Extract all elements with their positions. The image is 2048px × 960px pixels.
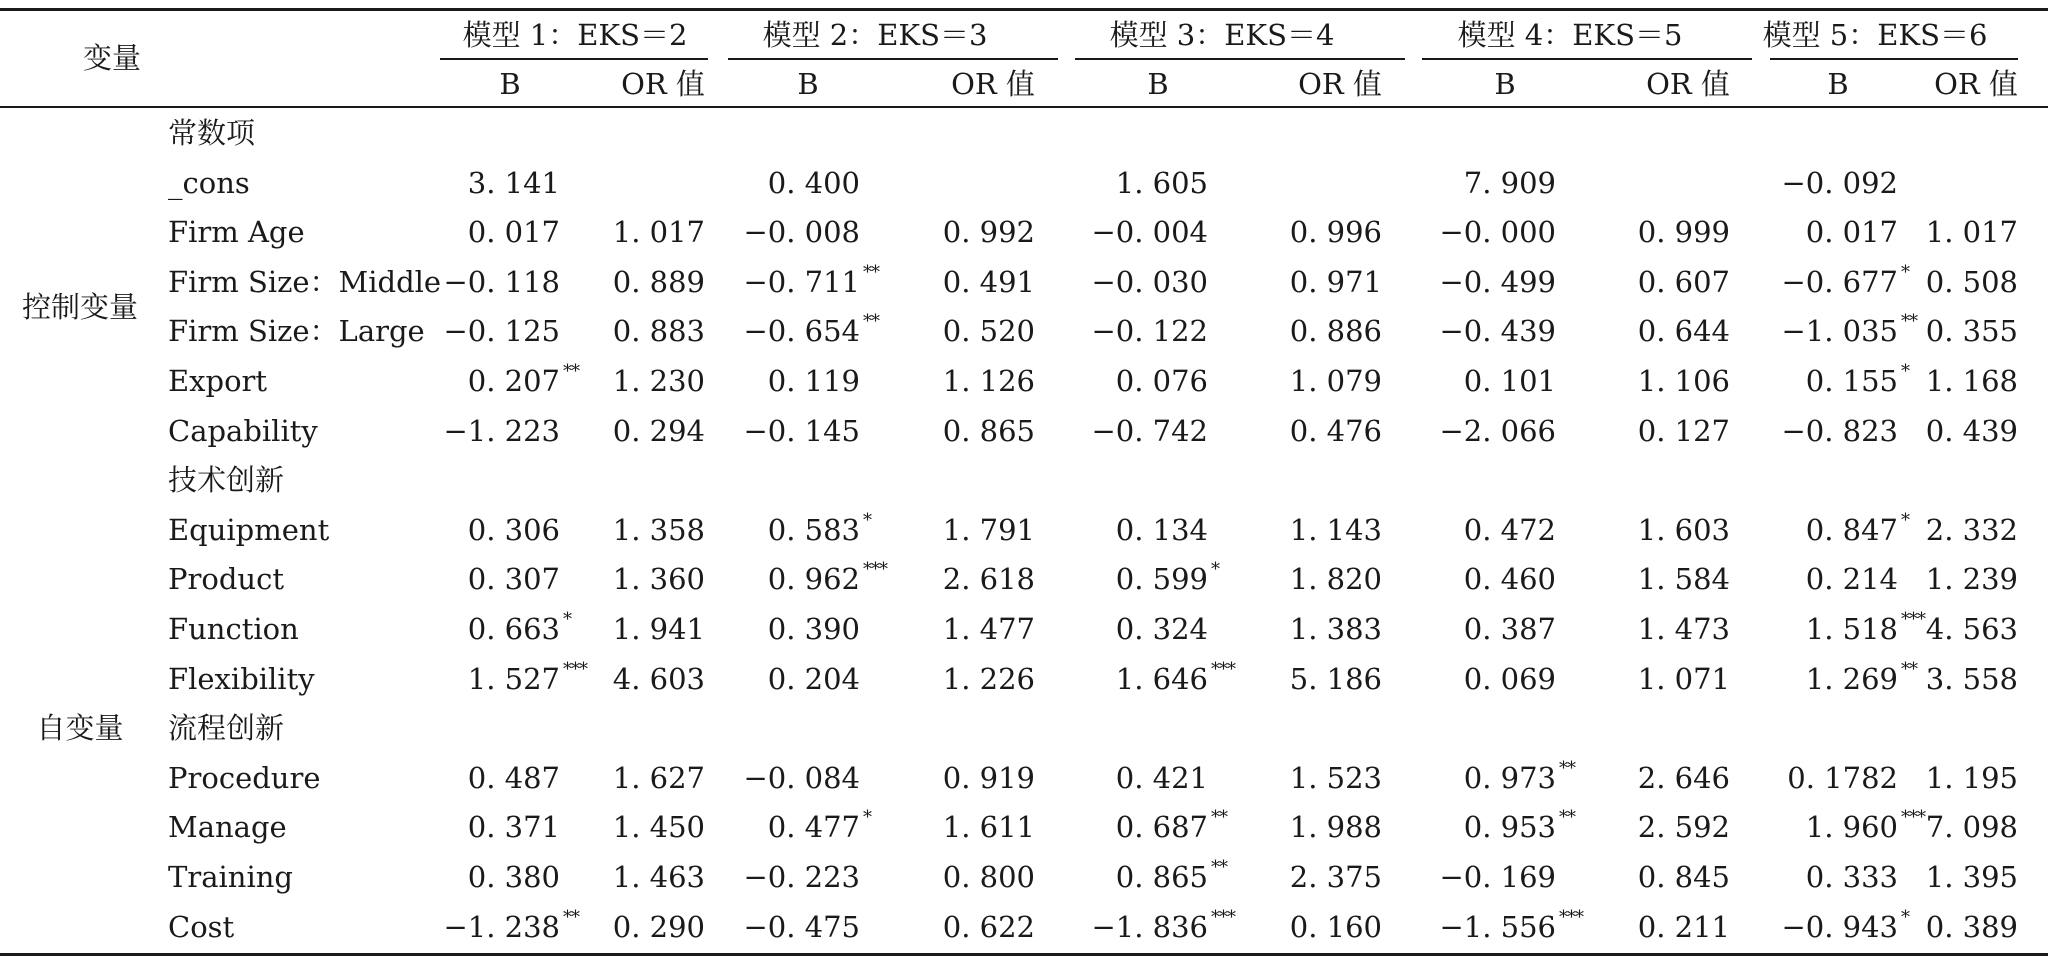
odds-ratio: 2. 618 (942, 562, 1035, 597)
variable-name: Capability (168, 413, 318, 448)
coef-b: 0. 847 (1805, 512, 1898, 547)
coef-b: 0. 134 (1115, 512, 1208, 547)
coef-b: −0. 000 (1439, 215, 1556, 250)
significance-stars: * (863, 509, 871, 531)
coef-b: 0. 306 (467, 512, 560, 547)
odds-ratio: 0. 889 (612, 264, 705, 299)
coef-b: −0. 092 (1781, 165, 1898, 200)
odds-ratio: 0. 886 (1289, 314, 1382, 349)
table-header-rule (0, 106, 2048, 108)
coef-b: 0. 421 (1115, 760, 1208, 795)
coef-b: −0. 223 (743, 860, 860, 894)
odds-ratio: 0. 389 (1925, 909, 2018, 944)
odds-ratio: 0. 294 (612, 413, 705, 448)
header-or-2: OR 值 (951, 67, 1035, 101)
coef-b: 0. 460 (1463, 562, 1556, 597)
coef-b: 0. 017 (1805, 215, 1898, 250)
header-b-1: B (499, 67, 521, 101)
significance-stars: *** (1559, 906, 1583, 928)
odds-ratio: 1. 230 (612, 364, 705, 398)
coef-b: 0. 204 (767, 661, 860, 696)
header-b-5: B (1827, 67, 1849, 101)
coef-b: 0. 865 (1115, 860, 1208, 894)
odds-ratio: 2. 332 (1925, 512, 2018, 547)
coef-b: 0. 953 (1463, 810, 1556, 845)
coef-b: 7. 909 (1463, 165, 1556, 200)
variable-name: Firm Size：Middle (168, 264, 442, 299)
odds-ratio: 0. 520 (942, 314, 1035, 349)
significance-stars: ** (1559, 757, 1575, 779)
coef-b: 0. 477 (767, 810, 860, 845)
coef-b: 0. 687 (1115, 810, 1208, 845)
coef-b: 0. 155 (1805, 364, 1898, 398)
variable-name: Flexibility (168, 661, 315, 696)
odds-ratio: 1. 239 (1925, 562, 2018, 597)
odds-ratio: 1. 627 (612, 760, 705, 795)
odds-ratio: 1. 584 (1637, 562, 1730, 597)
significance-stars: ** (1211, 857, 1227, 878)
odds-ratio: 1. 360 (612, 562, 705, 597)
row-group-label: 自变量 (36, 711, 124, 746)
coef-b: −2. 066 (1439, 413, 1556, 448)
odds-ratio: 2. 592 (1637, 810, 1730, 845)
significance-stars: * (1901, 361, 1909, 382)
coef-b: −0. 004 (1091, 215, 1208, 250)
odds-ratio: 3. 558 (1925, 661, 2018, 696)
odds-ratio: 0. 439 (1925, 413, 2018, 448)
header-model-5: 模型 5：EKS＝6 (1762, 18, 1988, 52)
odds-ratio: 0. 996 (1289, 215, 1382, 250)
header-model-4: 模型 4：EKS＝5 (1457, 18, 1683, 52)
significance-stars: ** (1901, 658, 1917, 680)
coef-b: −1. 035 (1781, 314, 1898, 349)
coef-b: 3. 141 (467, 165, 560, 200)
coef-b: −0. 711 (743, 264, 860, 299)
coef-b: 0. 207 (467, 364, 560, 398)
coef-b: −0. 499 (1439, 264, 1556, 299)
coef-b: −0. 118 (443, 264, 560, 299)
coef-b: 0. 069 (1463, 661, 1556, 696)
header-b-4: B (1494, 67, 1516, 101)
odds-ratio: 0. 127 (1637, 413, 1730, 448)
coef-b: 1. 527 (467, 661, 560, 696)
coef-b: 0. 324 (1115, 612, 1208, 646)
coef-b: −0. 439 (1439, 314, 1556, 349)
coef-b: 1. 960 (1805, 810, 1898, 845)
odds-ratio: 1. 988 (1289, 810, 1382, 845)
variable-name: _cons (168, 165, 250, 200)
coef-b: −0. 030 (1091, 264, 1208, 299)
odds-ratio: 1. 941 (612, 612, 705, 646)
coef-b: −0. 008 (743, 215, 860, 250)
header-model-underline-1 (440, 58, 708, 60)
table-top-rule (0, 8, 2048, 11)
odds-ratio: 0. 355 (1925, 314, 2018, 349)
header-or-1: OR 值 (621, 67, 705, 101)
significance-stars: ** (563, 906, 579, 928)
coef-b: 0. 487 (467, 760, 560, 795)
variable-name: Function (168, 612, 299, 646)
odds-ratio: 4. 563 (1925, 612, 2018, 646)
variable-name: Firm Age (168, 215, 305, 250)
odds-ratio: 1. 473 (1637, 612, 1730, 646)
significance-stars: * (863, 807, 871, 829)
section-label: 流程创新 (168, 711, 285, 746)
significance-stars: * (1901, 509, 1909, 531)
coef-b: −0. 145 (743, 413, 860, 448)
coef-b: 0. 076 (1115, 364, 1208, 398)
coef-b: −0. 122 (1091, 314, 1208, 349)
significance-stars: *** (1211, 906, 1235, 928)
section-label: 技术创新 (168, 463, 285, 498)
odds-ratio: 0. 992 (942, 215, 1035, 250)
odds-ratio: 1. 463 (612, 860, 705, 894)
header-or-5: OR 值 (1934, 67, 2018, 101)
odds-ratio: 2. 375 (1289, 860, 1382, 894)
odds-ratio: 0. 919 (942, 760, 1035, 795)
header-model-1: 模型 1：EKS＝2 (462, 18, 688, 52)
odds-ratio: 0. 508 (1925, 264, 2018, 299)
coef-b: −0. 742 (1091, 413, 1208, 448)
coef-b: −0. 677 (1781, 264, 1898, 299)
header-or-4: OR 值 (1646, 67, 1730, 101)
odds-ratio: 1. 450 (612, 810, 705, 845)
coef-b: −0. 125 (443, 314, 560, 349)
variable-name: Procedure (168, 760, 321, 795)
odds-ratio: 1. 071 (1637, 661, 1730, 696)
coef-b: −0. 943 (1781, 909, 1898, 944)
coef-b: 1. 518 (1805, 612, 1898, 646)
coef-b: 0. 214 (1805, 562, 1898, 597)
variable-name: Equipment (168, 512, 330, 547)
odds-ratio: 1. 106 (1637, 364, 1730, 398)
significance-stars: * (1211, 559, 1219, 581)
variable-name: Product (168, 562, 284, 597)
odds-ratio: 1. 017 (612, 215, 705, 250)
coef-b: −1. 556 (1439, 909, 1556, 944)
coef-b: 0. 371 (467, 810, 560, 845)
coef-b: 0. 380 (467, 860, 560, 894)
coef-b: 0. 400 (767, 165, 860, 200)
significance-stars: ** (563, 361, 579, 382)
section-label: 常数项 (168, 116, 256, 150)
odds-ratio: 1. 820 (1289, 562, 1382, 597)
header-model-underline-3 (1075, 58, 1405, 60)
table-bottom-rule (0, 953, 2048, 956)
odds-ratio: 0. 211 (1637, 909, 1730, 944)
coef-b: 0. 387 (1463, 612, 1556, 646)
odds-ratio: 1. 395 (1925, 860, 2018, 894)
coef-b: 0. 962 (767, 562, 860, 597)
coef-b: −0. 169 (1439, 860, 1556, 894)
coef-b: 0. 472 (1463, 512, 1556, 547)
coef-b: 0. 583 (767, 512, 860, 547)
header-model-underline-2 (728, 58, 1058, 60)
odds-ratio: 0. 883 (612, 314, 705, 349)
coef-b: −0. 654 (743, 314, 860, 349)
coef-b: 0. 1782 (1787, 760, 1898, 795)
significance-stars: ** (1901, 311, 1917, 333)
odds-ratio: 1. 358 (612, 512, 705, 547)
coef-b: 1. 646 (1115, 661, 1208, 696)
variable-name: Manage (168, 810, 287, 845)
coef-b: 0. 599 (1115, 562, 1208, 597)
significance-stars: *** (1901, 807, 1925, 829)
coef-b: 0. 307 (467, 562, 560, 597)
significance-stars: ** (1559, 807, 1575, 829)
coef-b: −0. 084 (743, 760, 860, 795)
odds-ratio: 0. 290 (612, 909, 705, 944)
odds-ratio: 2. 646 (1637, 760, 1730, 795)
significance-stars: *** (863, 559, 887, 581)
odds-ratio: 5. 186 (1289, 661, 1382, 696)
odds-ratio: 0. 160 (1289, 909, 1382, 944)
odds-ratio: 7. 098 (1925, 810, 2018, 845)
coef-b: −0. 475 (743, 909, 860, 944)
odds-ratio: 1. 079 (1289, 364, 1382, 398)
significance-stars: ** (1211, 807, 1227, 829)
variable-name: Firm Size：Large (168, 314, 425, 349)
header-model-underline-4 (1422, 58, 1752, 60)
significance-stars: *** (1211, 658, 1235, 680)
odds-ratio: 0. 476 (1289, 413, 1382, 448)
significance-stars: *** (563, 658, 587, 680)
coef-b: 0. 390 (767, 612, 860, 646)
odds-ratio: 1. 611 (942, 810, 1035, 845)
coef-b: −1. 836 (1091, 909, 1208, 944)
significance-stars: * (563, 609, 571, 630)
coef-b: 0. 663 (467, 612, 560, 646)
header-model-2: 模型 2：EKS＝3 (762, 18, 988, 52)
variable-name: Export (168, 364, 268, 398)
significance-stars: ** (863, 311, 879, 333)
coef-b: −0. 823 (1781, 413, 1898, 448)
odds-ratio: 1. 603 (1637, 512, 1730, 547)
header-or-3: OR 值 (1298, 67, 1382, 101)
variable-name: Training (168, 860, 293, 894)
odds-ratio: 1. 383 (1289, 612, 1382, 646)
odds-ratio: 1. 195 (1925, 760, 2018, 795)
coef-b: −1. 223 (443, 413, 560, 448)
coef-b: 1. 269 (1805, 661, 1898, 696)
odds-ratio: 0. 800 (942, 860, 1035, 894)
odds-ratio: 1. 791 (942, 512, 1035, 547)
odds-ratio: 1. 226 (942, 661, 1035, 696)
odds-ratio: 1. 017 (1925, 215, 2018, 250)
coef-b: −1. 238 (443, 909, 560, 944)
odds-ratio: 1. 168 (1925, 364, 2018, 398)
significance-stars: ** (863, 261, 879, 283)
header-model-underline-5 (1770, 58, 2018, 60)
odds-ratio: 0. 999 (1637, 215, 1730, 250)
odds-ratio: 1. 523 (1289, 760, 1382, 795)
odds-ratio: 0. 644 (1637, 314, 1730, 349)
variable-name: Cost (168, 909, 235, 944)
odds-ratio: 0. 865 (942, 413, 1035, 448)
coef-b: 0. 101 (1463, 364, 1556, 398)
coef-b: 0. 119 (767, 364, 860, 398)
odds-ratio: 0. 491 (942, 264, 1035, 299)
header-variable: 变量 (82, 41, 142, 75)
significance-stars: *** (1901, 609, 1925, 630)
header-b-3: B (1147, 67, 1169, 101)
odds-ratio: 0. 622 (942, 909, 1035, 944)
odds-ratio: 4. 603 (612, 661, 705, 696)
odds-ratio: 0. 971 (1289, 264, 1382, 299)
coef-b: 0. 333 (1805, 860, 1898, 894)
odds-ratio: 0. 845 (1637, 860, 1730, 894)
header-b-2: B (797, 67, 819, 101)
significance-stars: * (1901, 906, 1909, 928)
odds-ratio: 1. 143 (1289, 512, 1382, 547)
header-model-3: 模型 3：EKS＝4 (1109, 18, 1335, 52)
row-group-label: 控制变量 (21, 289, 139, 324)
coef-b: 1. 605 (1115, 165, 1208, 200)
coef-b: 0. 017 (467, 215, 560, 250)
coef-b: 0. 973 (1463, 760, 1556, 795)
significance-stars: * (1901, 261, 1909, 283)
odds-ratio: 0. 607 (1637, 264, 1730, 299)
odds-ratio: 1. 126 (942, 364, 1035, 398)
odds-ratio: 1. 477 (942, 612, 1035, 646)
